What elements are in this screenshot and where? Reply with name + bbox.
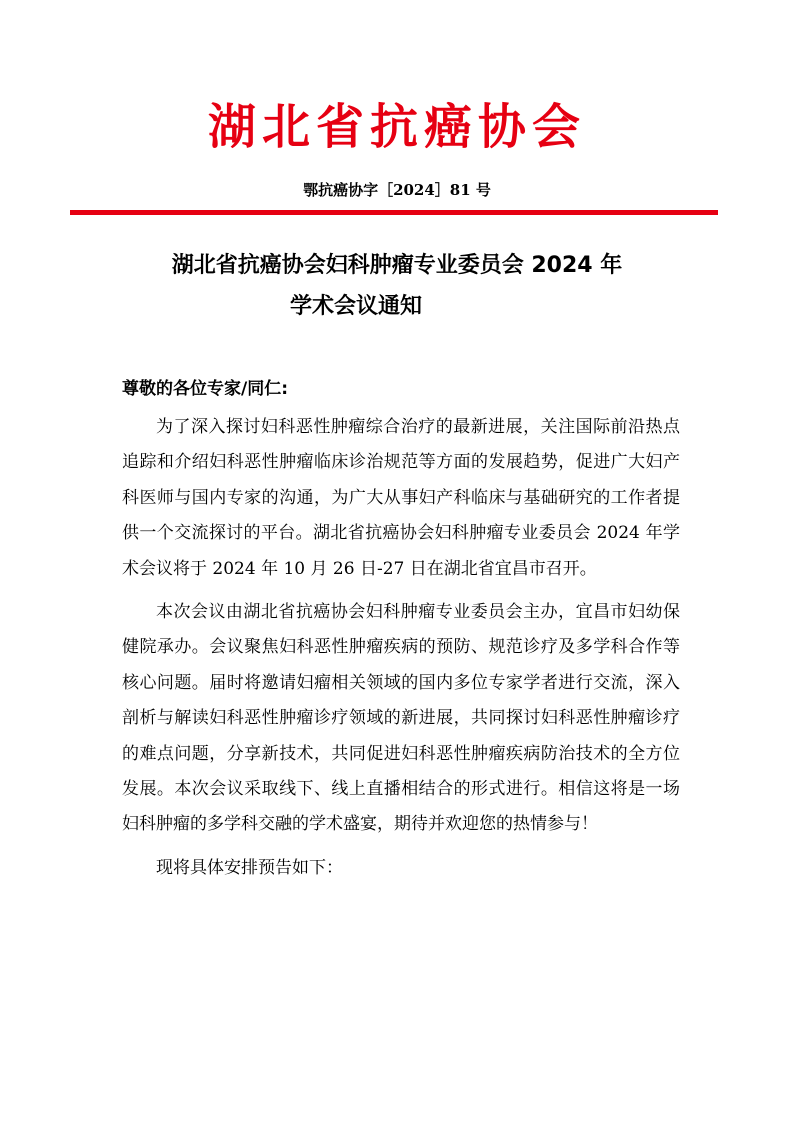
- document-number: 鄂抗癌协字［2024］81 号: [303, 181, 491, 199]
- organization-header: 湖北省抗癌协会: [207, 99, 586, 155]
- body-paragraph-1: 为了深入探讨妇科恶性肿瘤综合治疗的最新进展，关注国际前沿热点追踪和介绍妇科恶性肿瘤临床诊治规范等方面的发展趋势，促进广大妇产科医师与国内专家的沟通，为广大从事妇产科临床与基础研究的工作者提供一个交流探讨的平台。湖北省抗癌协会妇科肿瘤专业委员会 2024 年学术会议将于 2024 年 10 月 26 日-27 日在湖北省宜昌市召开。: [122, 417, 680, 579]
- header-divider: [70, 210, 718, 215]
- body-paragraph-3: 现将具体安排预告如下：: [156, 857, 343, 878]
- notice-title-line-2: 学术会议通知: [290, 294, 423, 319]
- body-paragraph-2: 本次会议由湖北省抗癌协会妇科肿瘤专业委员会主办，宜昌市妇幼保健院承办。会议聚焦妇科恶性肿瘤疾病的预防、规范诊疗及多学科合作等核心问题。届时将邀请妇瘤相关领域的国内多位专家学者进行交流，深入剖析与解读妇科恶性肿瘤诊疗领域的新进展，共同探讨妇科恶性肿瘤诊疗的难点问题，分享新技术，共同促进妇科恶性肿瘤疾病防治技术的全方位发展。本次会议采取线下、线上直播相结合的形式进行。相信这将是一场妇科肿瘤的多学科交融的学术盛宴，期待并欢迎您的热情参与！: [122, 602, 680, 835]
- notice-body: [122, 410, 680, 894]
- notice-title-line-1: 湖北省抗癌协会妇科肿瘤专业委员会 2024 年: [171, 253, 623, 278]
- salutation: 尊敬的各位专家/同仁:: [122, 379, 289, 399]
